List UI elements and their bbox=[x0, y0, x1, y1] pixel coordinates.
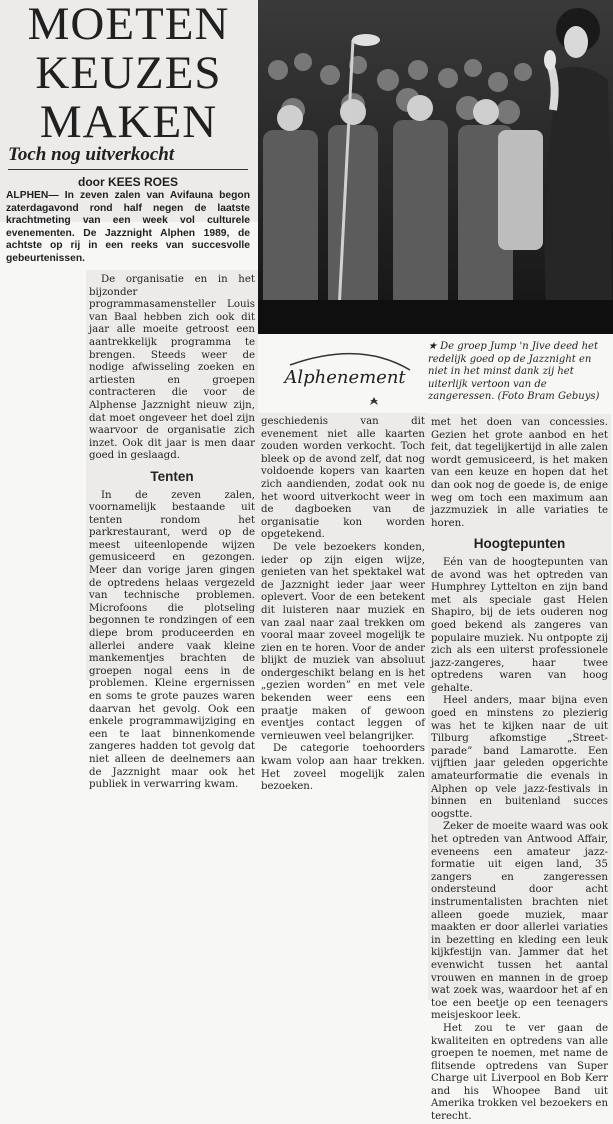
hoog-paragraph-3: Zeker de moeite waard was ook het optreden van Antwood Affair, eveneens een amateur jazz-formatie uit eigen land, 35 zangers en zangeressen ondersteund door acht instrumentalisten brachten niet alleen goede muziek, maar maakten er door allerlei variaties in bezetting en kleding een leuk kijkfestijn van. Jammer dat het evenwicht tussen het aantal vrouwen en mannen in de groep wat zoek was, waardoor het af en toe een beetje op een teenagers meisjeskoor leek. bbox=[431, 821, 608, 1022]
col2-paragraph-1: geschiedenis van dit evenement niet alle kaarten zouden worden verkocht. Toch bleek op de avond zelf, dat nog voldoende kopers van kaarten zich aandienden, zodat ook nu het woord uitverkocht weer in de dagboeken van de organisatie kon worden opgetekend. bbox=[261, 416, 425, 541]
tenten-paragraph: In de zeven zalen, voornamelijk bestaande uit tenten rondom het parkrestaurant, werd op de meest uiteenlopende wijzen gemusiceerd en gezongen. Meer dan vorige jaren gingen de optredens helaas vergezeld van technische problemen. Microfoons die plotseling begonnen te rondzingen of een diepe brom produceerden en allerlei andere vaak kleine mankementjes brachten de groepen nogal eens in de problemen. Kleine ergernissen en soms te grote pauzes waren daarvan het gevolg. Ook een enkele programmawijziging en een te laat binnenkomende zangeres hadden tot gevolg dat niet alleen de deelnemers aan de Jazznight maar ook het publiek in verwarring kwam. bbox=[89, 489, 255, 791]
subheading-hoogtepunten: Hoogtepunten bbox=[473, 536, 566, 552]
concert-photo bbox=[258, 0, 613, 334]
intro-paragraph: De organisatie en in het bijzonder programmasamensteller Louis van Baal hebben zich ook dit jaar alle moeite getroost een aantrekkelijk programma te brengen. Steeds weer de nodige afwisseling zoeken en artiesten en groepen contracteren die voor de Alphense Jazznight nieuw zijn, dat moet ongeveer het doel zijn waarvoor de organisatie zich inzet. Ook dit jaar is men daar goed in geslaagd. bbox=[89, 274, 255, 462]
star-icon bbox=[370, 397, 378, 405]
headline-line-3: MAKEN bbox=[39, 96, 218, 148]
col3-top-paragraph: met het doen van concessies. Gezien het grote aanbod en het feit, dat tegelijkertijd in alle zalen wordt gemusiceerd, is het maken van een keuze en hopen dat het dan ook nog de goede is, de enige weg om toch een maximum aan jazzmuziek in alle variaties te horen. bbox=[431, 417, 608, 529]
headline bbox=[0, 0, 257, 147]
headline-line-2: KEUZES bbox=[35, 47, 222, 99]
logo-text: Alphenement bbox=[284, 367, 406, 388]
photo-caption: ★ De groep Jump 'n Jive deed het redelijk goed op de Jazznight en niet in het minst dank zij het uiterlijk vertoon van de zangeressen. (Foto Bram Gebuys) bbox=[428, 341, 600, 402]
headline-line-1: MOETEN bbox=[27, 0, 230, 50]
subheading-tenten: Tenten bbox=[150, 468, 194, 484]
concert-photo-image bbox=[258, 0, 613, 334]
hoog-paragraph-1: Eén van de hoogtepunten van de avond was het optreden van Humphrey Lyttelton en zijn band met als speciale gast Helen Shapiro, bij de iets ouderen nog goed bekend als zangeres van populaire muziek. Nu ontpopte zij zich als een uiterst professionele jazz-zangeres, haar twee optredens waren van hoog gehalte. bbox=[431, 556, 608, 694]
col2-paragraph-3: De categorie toehoorders kwam volop aan haar trekken. Het zoveel mogelijk zalen bezoeken. bbox=[261, 743, 425, 793]
hoog-paragraph-2: Heel anders, maar bijna even goed en minstens zo plezierig was het te kijken naar de uit Tilburg afkomstige „Street-parade” band Lamarotte. Een vijftien jaar geleden opgerichte amateurformatie die evenals in Alphen op vele jazz-festivals in binnen en buitenland succes oogstte. bbox=[431, 695, 608, 820]
column-3 bbox=[431, 417, 608, 1124]
kicker: Toch nog uitverkocht bbox=[8, 144, 248, 170]
col2-paragraph-2: De vele bezoekers konden, ieder op zijn eigen wijze, genieten van het spektakel wat de Jazznight ieder jaar weer oplevert. Voor de een betekent dit luisteren naar muziek en van zaal naar zaal trekken om vooral maar zoveel mogelijk te zien en te horen. Voor de ander blijkt de muziek van absoluut ondergeschikt belang en is het „gezien worden” en met vele bekenden weer eens een praatje maken of gewoon eventjes contact leggen of vernieuwen veel belangrijker. bbox=[261, 541, 425, 742]
alphenement-logo bbox=[270, 345, 420, 415]
column-2 bbox=[261, 416, 425, 794]
lead-paragraph: ALPHEN— In zeven zalen van Avifauna begon zaterdagavond rond half negen de laatste krachtmeting van een week vol culturele evenementen. De Jazznight Alphen 1989, de achtste op rij in een reeks van succesvolle gebeurtenissen. bbox=[6, 190, 250, 264]
hoog-paragraph-4: Het zou te ver gaan de kwaliteiten en optredens van alle groepen te noemen, met name de flitsende optredens van Super Charge uit Liverpool en Bob Kerr and his Whoopee Band uit Amerika trokken vel bezoekers en terecht. bbox=[431, 1022, 608, 1123]
byline: door KEES ROES bbox=[78, 175, 179, 189]
column-1 bbox=[89, 274, 255, 792]
